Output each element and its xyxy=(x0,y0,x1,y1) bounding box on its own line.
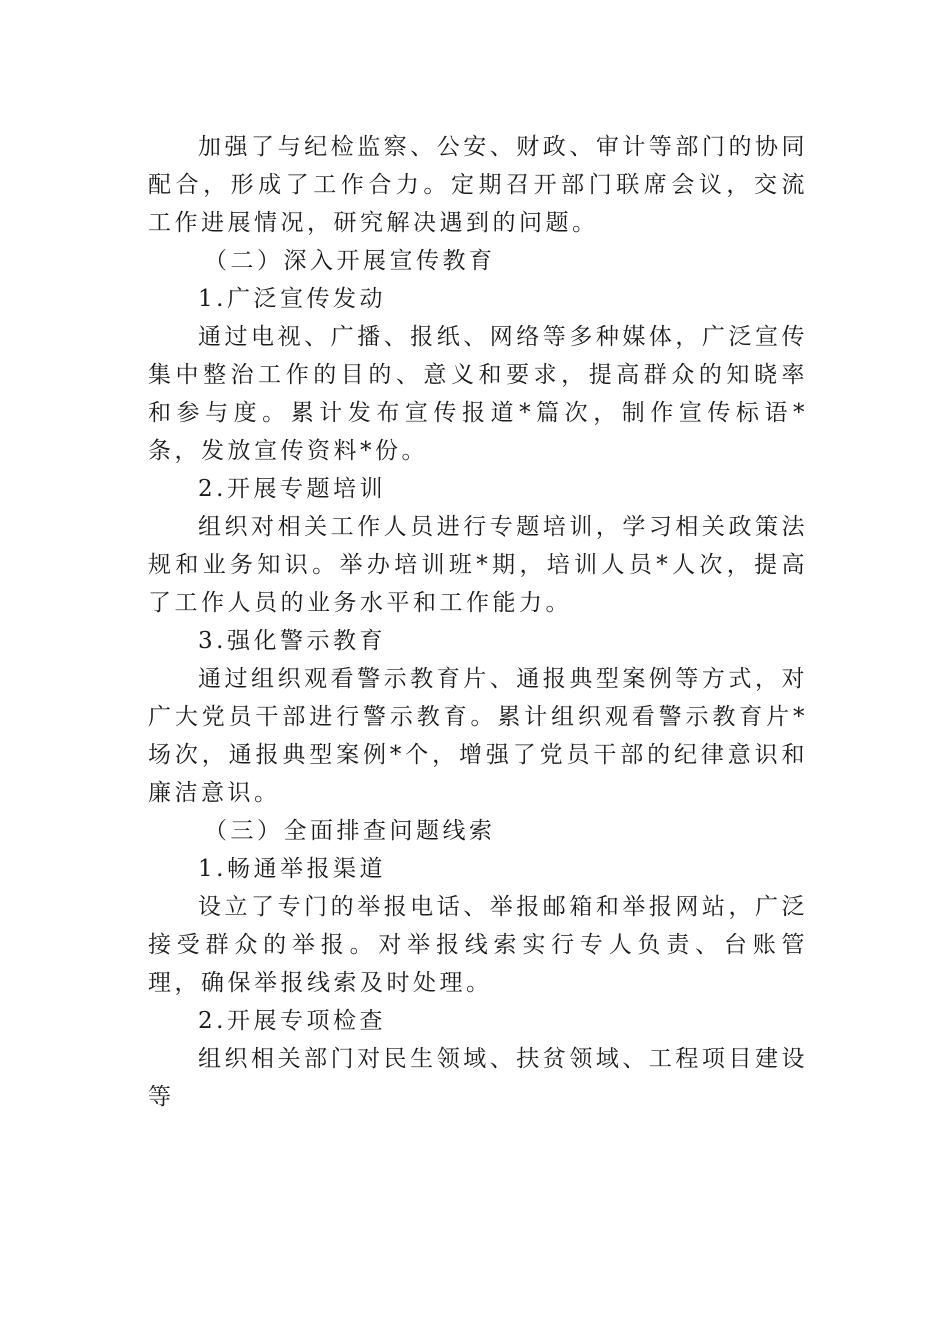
document-page xyxy=(148,128,808,1116)
paragraph-warning-education: 通过组织观看警示教育片、通报典型案例等方式，对广大党员干部进行警示教育。累计组织观看警示教育片*场次，通报典型案例*个，增强了党员干部的纪律意识和廉洁意识。 xyxy=(148,666,808,806)
subheading-publicity-mobilization: 1.广泛宣传发动 xyxy=(198,286,386,312)
section-heading-publicity-education: （二）深入开展宣传教育 xyxy=(204,248,496,274)
paragraph-publicity-mobilization: 通过电视、广播、报纸、网络等多种媒体，广泛宣传集中整治工作的目的、意义和要求，提高群众的知晓率和参与度。累计发布宣传报道*篇次，制作宣传标语*条，发放宣传资料*份。 xyxy=(148,324,808,464)
paragraph-reporting-channels: 设立了专门的举报电话、举报邮箱和举报网站，广泛接受群众的举报。对举报线索实行专人负责、台账管理，确保举报线索及时处理。 xyxy=(148,894,808,996)
paragraph-special-inspection: 组织相关部门对民生领域、扶贫领域、工程项目建设等 xyxy=(148,1046,808,1110)
subheading-special-inspection: 2.开展专项检查 xyxy=(198,1008,386,1034)
section-heading-clue-investigation: （三）全面排查问题线索 xyxy=(204,818,496,844)
subheading-warning-education: 3.强化警示教育 xyxy=(198,628,386,654)
subheading-special-training: 2.开展专题培训 xyxy=(198,476,386,502)
paragraph-coordination: 加强了与纪检监察、公安、财政、审计等部门的协同配合，形成了工作合力。定期召开部门联席会议，交流工作进展情况，研究解决遇到的问题。 xyxy=(148,134,808,236)
subheading-reporting-channels: 1.畅通举报渠道 xyxy=(198,856,386,882)
paragraph-special-training: 组织对相关工作人员进行专题培训，学习相关政策法规和业务知识。举办培训班*期，培训人员*人次，提高了工作人员的业务水平和工作能力。 xyxy=(148,514,808,616)
